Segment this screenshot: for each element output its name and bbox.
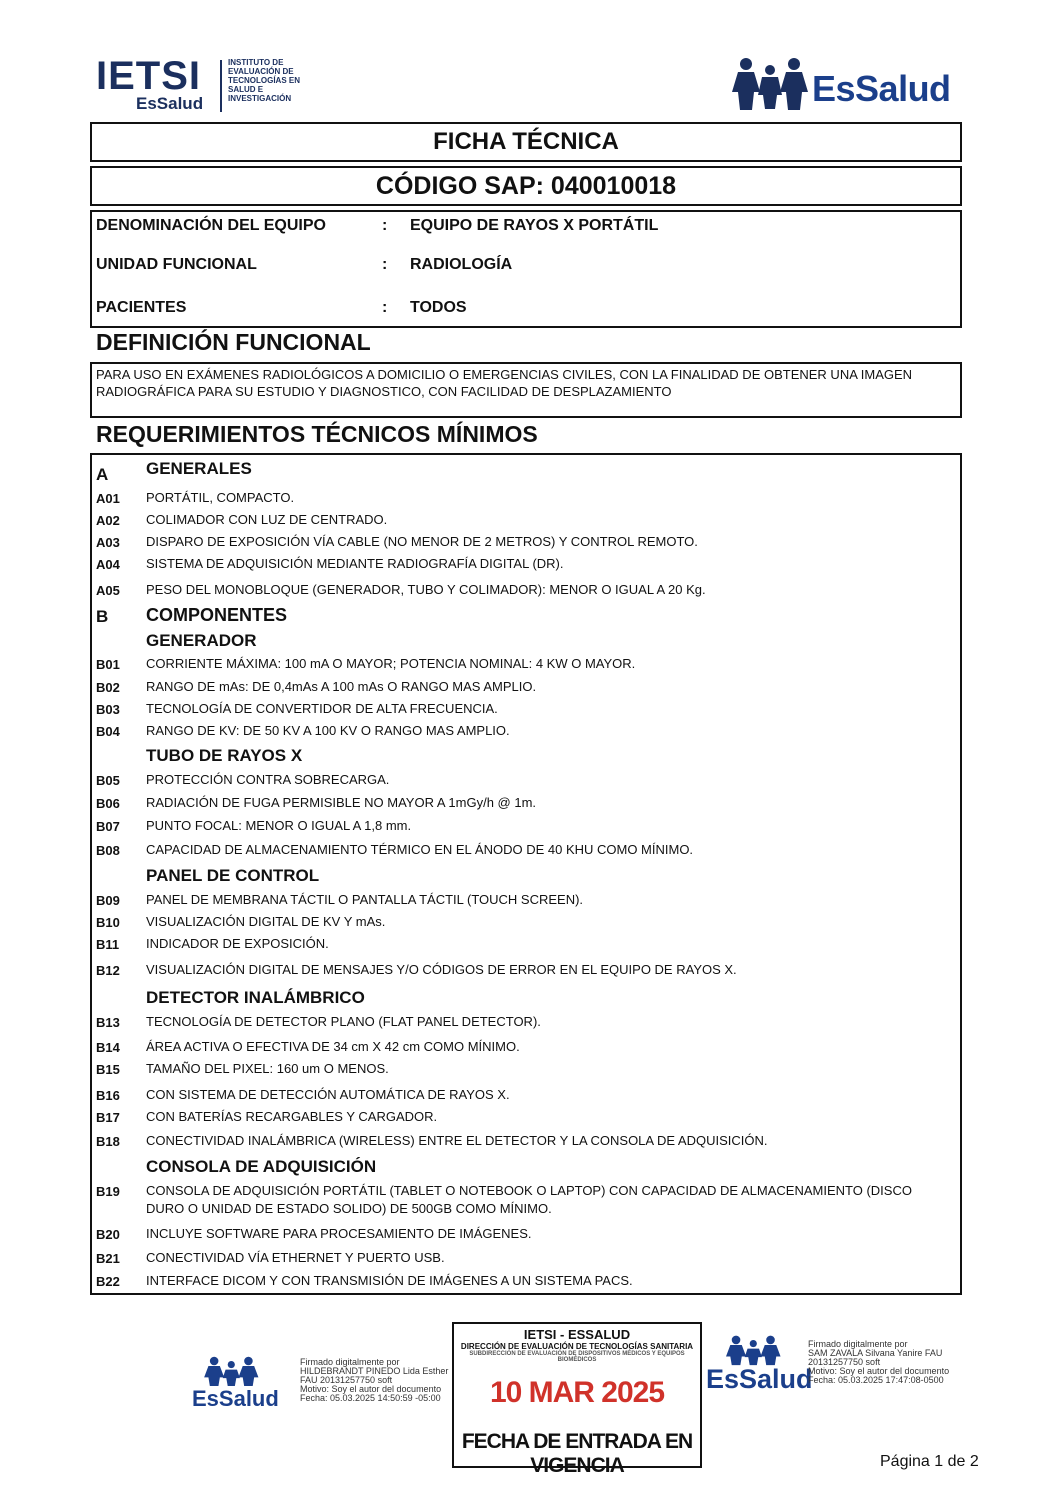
ietsi-logo-sub: EsSalud	[136, 94, 204, 113]
signature-line: Motivo: Soy el autor del documento	[300, 1384, 442, 1394]
essalud-logo	[732, 56, 960, 112]
item-text: CONECTIVIDAD INALÁMBRICA (WIRELESS) ENTRE EL DETECTOR Y LA CONSOLA DE ADQUISICIÓN.	[146, 1133, 768, 1148]
ietsi-desc-line: EVALUACIÓN DE	[228, 67, 294, 76]
item-text: DISPARO DE EXPOSICIÓN VÍA CABLE (NO MENOR DE 2 METROS) Y CONTROL REMOTO.	[146, 534, 698, 549]
item-code: B19	[96, 1184, 120, 1199]
group-code: A	[96, 465, 109, 484]
item-text: TAMAÑO DEL PIXEL: 160 um O MENOS.	[146, 1061, 389, 1076]
group-title: GENERALES	[146, 459, 252, 478]
stamp-line: SUBDIRECCIÓN DE EVALUACIÓN DE DISPOSITIVOS MÉDICOS Y EQUIPOS BIOMÉDICOS	[469, 1351, 685, 1363]
item-code: A04	[96, 557, 120, 572]
item-text: ÁREA ACTIVA O EFECTIVA DE 34 cm X 42 cm COMO MÍNIMO.	[146, 1039, 520, 1054]
item-text: CAPACIDAD DE ALMACENAMIENTO TÉRMICO EN EL ÁNODO DE 40 KHU COMO MÍNIMO.	[146, 842, 694, 857]
item-text: TECNOLOGÍA DE CONVERTIDOR DE ALTA FRECUENCIA.	[146, 701, 498, 716]
ietsi-logo-desc	[228, 58, 318, 103]
item-text: PORTÁTIL, COMPACTO.	[146, 490, 295, 505]
item-text: INTERFACE DICOM Y CON TRANSMISIÓN DE IMÁGENES A UN SISTEMA PACS.	[146, 1273, 633, 1288]
info-colon: :	[382, 299, 388, 316]
stamp-line: DIRECCIÓN DE EVALUACIÓN DE TECNOLOGÍAS SANITARIA	[460, 1342, 694, 1351]
item-code: A03	[96, 535, 120, 550]
signature-line: Fecha: 05.03.2025 14:50:59 -05:00	[300, 1393, 441, 1403]
family-icon	[726, 1334, 782, 1366]
item-text: TECNOLOGÍA DE DETECTOR PLANO (FLAT PANEL DETECTOR).	[146, 1014, 541, 1029]
ietsi-logo-divider	[220, 60, 222, 112]
item-code: A01	[96, 491, 120, 506]
stamp-title: IETSI - ESSALUD	[523, 1327, 631, 1342]
item-text: CON SISTEMA DE DETECCIÓN AUTOMÁTICA DE RAYOS X.	[146, 1087, 510, 1102]
info-value: EQUIPO DE RAYOS X PORTÁTIL	[410, 217, 659, 234]
stamp-footer: FECHA DE ENTRADA EN VIGENCIA	[461, 1430, 693, 1477]
signature-line: Motivo: Soy el autor del documento	[808, 1366, 950, 1376]
footer-logo-text: EsSalud	[706, 1364, 813, 1394]
signature-line: FAU 20131257750 soft	[300, 1375, 393, 1385]
item-text: CORRIENTE MÁXIMA: 100 mA O MAYOR; POTENCIA NOMINAL: 4 KW O MAYOR.	[146, 656, 636, 671]
footer-essalud-logo	[192, 1356, 279, 1416]
info-label: PACIENTES	[96, 299, 187, 316]
item-text: INDICADOR DE EXPOSICIÓN.	[146, 936, 329, 951]
footer-essalud-logo	[706, 1334, 813, 1394]
page-number: Página 1 de 2	[880, 1453, 979, 1470]
item-code: B10	[96, 915, 120, 930]
info-colon: :	[382, 256, 388, 273]
item-code: B16	[96, 1088, 120, 1103]
item-code: B15	[96, 1062, 120, 1077]
item-code: B21	[96, 1251, 120, 1266]
subsection-title: GENERADOR	[146, 631, 257, 650]
signature-line: Fecha: 05.03.2025 17:47:08-0500	[808, 1375, 944, 1385]
item-code: B14	[96, 1040, 120, 1055]
subsection-title: TUBO DE RAYOS X	[146, 746, 303, 765]
ietsi-desc-line: INSTITUTO DE	[228, 58, 284, 67]
info-value: RADIOLOGÍA	[410, 256, 513, 273]
ietsi-desc-line: INVESTIGACIÓN	[228, 94, 292, 103]
page-title: FICHA TÉCNICA	[90, 122, 962, 162]
item-code: B20	[96, 1227, 120, 1242]
definition-text: PARA USO EN EXÁMENES RADIOLÓGICOS A DOMICILIO O EMERGENCIAS CIVILES, CON LA FINALIDAD DE OBTENER UNA IMAGEN RADIOGRÁFICA PARA SU ESTUDIO Y DIAGNOSTICO, CON FACILIDAD DE DESPLAZAMIENTO	[96, 367, 913, 399]
subsection-title: PANEL DE CONTROL	[146, 866, 320, 885]
item-text: PUNTO FOCAL: MENOR O IGUAL A 1,8 mm.	[146, 818, 412, 833]
item-code: B07	[96, 819, 120, 834]
info-label: UNIDAD FUNCIONAL	[96, 256, 257, 273]
group-title: COMPONENTES	[146, 605, 288, 625]
definition-heading: DEFINICIÓN FUNCIONAL	[96, 329, 371, 355]
group-code: B	[96, 607, 109, 626]
item-code: B08	[96, 843, 120, 858]
item-text: VISUALIZACIÓN DIGITAL DE MENSAJES Y/O CÓDIGOS DE ERROR EN EL EQUIPO DE RAYOS X.	[146, 962, 737, 977]
info-value: TODOS	[410, 299, 467, 316]
requirements-heading: REQUERIMIENTOS TÉCNICOS MÍNIMOS	[96, 421, 538, 447]
item-code: B03	[96, 702, 120, 717]
sap-code: CÓDIGO SAP: 040010018	[90, 166, 962, 206]
item-code: B17	[96, 1110, 120, 1125]
item-text: RANGO DE KV: DE 50 KV A 100 KV O RANGO MAS AMPLIO.	[146, 723, 510, 738]
item-text: VISUALIZACIÓN DIGITAL DE KV Y mAs.	[146, 914, 386, 929]
info-label: DENOMINACIÓN DEL EQUIPO	[96, 217, 326, 234]
family-icon	[732, 56, 810, 112]
item-text: SISTEMA DE ADQUISICIÓN MEDIANTE RADIOGRAFÍA DIGITAL (DR).	[146, 556, 564, 571]
item-code: B09	[96, 893, 120, 908]
item-code: B22	[96, 1274, 120, 1289]
item-code: B05	[96, 773, 120, 788]
signature-line: Firmado digitalmente por	[808, 1339, 908, 1349]
item-code: B13	[96, 1015, 120, 1030]
signature-block	[300, 1358, 448, 1403]
definition-box	[90, 362, 962, 418]
stamp-date: 10 MAR 2025	[489, 1376, 665, 1409]
item-text: PESO DEL MONOBLOQUE (GENERADOR, TUBO Y COLIMADOR): MENOR O IGUAL A 20 Kg.	[146, 582, 706, 597]
item-text: CON BATERÍAS RECARGABLES Y CARGADOR.	[146, 1109, 438, 1124]
essalud-logo-text: EsSalud	[812, 68, 951, 109]
signature-line: 20131257750 soft	[808, 1357, 881, 1367]
subsection-title: CONSOLA DE ADQUISICIÓN	[146, 1157, 377, 1176]
item-text: COLIMADOR CON LUZ DE CENTRADO.	[146, 512, 388, 527]
item-code: B04	[96, 724, 120, 739]
item-code: A02	[96, 513, 120, 528]
item-text: CONECTIVIDAD VÍA ETHERNET Y PUERTO USB.	[146, 1250, 445, 1265]
item-code: B01	[96, 657, 120, 672]
requirements-box	[90, 453, 962, 1295]
ietsi-logo-text: IETSI	[96, 54, 202, 98]
equipment-info	[90, 210, 962, 328]
item-code: A05	[96, 583, 120, 598]
subsection-title: DETECTOR INALÁMBRICO	[146, 988, 365, 1007]
item-text: INCLUYE SOFTWARE PARA PROCESAMIENTO DE IMÁGENES.	[146, 1226, 532, 1241]
item-text: PROTECCIÓN CONTRA SOBRECARGA.	[146, 772, 390, 787]
item-text: CONSOLA DE ADQUISICIÓN PORTÁTIL (TABLET O NOTEBOOK O LAPTOP) CON CAPACIDAD DE ALMACENAMIENTO (DISCO DURO O UNIDAD DE ESTADO SOLIDO) DE 500GB COMO MÍNIMO.	[146, 1183, 912, 1216]
signature-line: Firmado digitalmente por	[300, 1357, 400, 1367]
validity-stamp	[452, 1322, 702, 1477]
family-icon	[204, 1356, 260, 1386]
info-colon: :	[382, 217, 388, 234]
ietsi-logo	[96, 54, 316, 114]
item-text: RADIACIÓN DE FUGA PERMISIBLE NO MAYOR A 1mGy/h @ 1m.	[146, 795, 537, 810]
item-code: B02	[96, 680, 120, 695]
item-code: B12	[96, 963, 120, 978]
item-code: B06	[96, 796, 120, 811]
ietsi-desc-line: SALUD E	[228, 85, 264, 94]
signature-line: SAM ZAVALA Silvana Yanire FAU	[808, 1348, 943, 1358]
item-code: B18	[96, 1134, 120, 1149]
footer-logo-text: EsSalud	[192, 1386, 279, 1411]
item-text: PANEL DE MEMBRANA TÁCTIL O PANTALLA TÁCTIL (TOUCH SCREEN).	[146, 892, 584, 907]
signature-block	[808, 1340, 949, 1385]
signature-line: HILDEBRANDT PINEDO Lida Esther	[300, 1366, 449, 1376]
ietsi-desc-line: TECNOLOGÍAS EN	[228, 76, 301, 85]
item-text: RANGO DE mAs: DE 0,4mAs A 100 mAs O RANGO MAS AMPLIO.	[146, 679, 537, 694]
item-code: B11	[96, 937, 120, 952]
